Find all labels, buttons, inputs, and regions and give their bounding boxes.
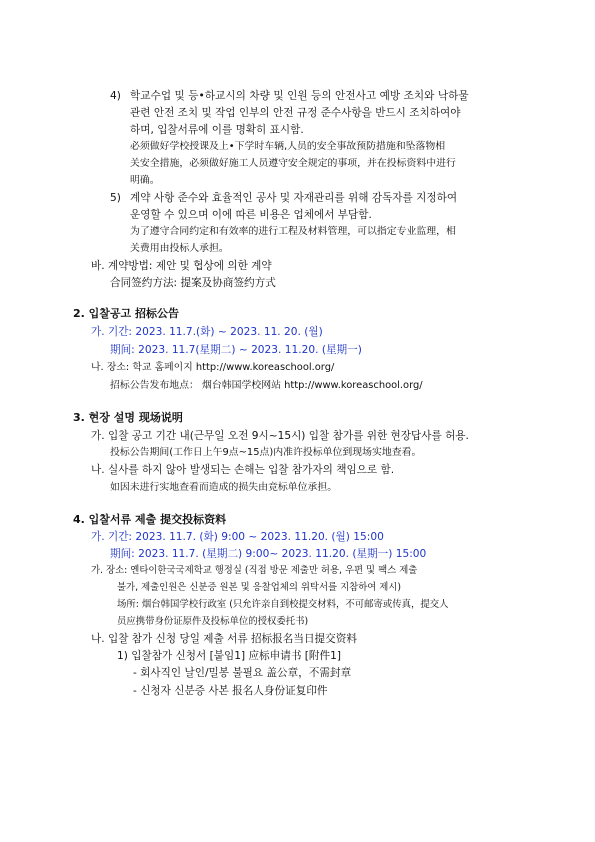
- section-3-item-na: 나. 실사를 하지 않아 발생되는 손해는 입찰 참가자의 책임으로 함.: [91, 464, 395, 476]
- section-4-documents: 나. 입찰 참가 신청 당일 제출 서류 招标报名当日提交资料: [91, 633, 357, 645]
- item-4-line-4: 必须做好学校授课及上•下学时车辆,人员的安全事故预防措施和坠落物相: [130, 141, 446, 152]
- section-3-item-ga-cn: 投标公告期间(工作日上午9点~15点)内准许投标单位到现场实地查看。: [110, 447, 422, 458]
- item-5-line-3: 为了遵守合同约定和有效率的进行工程及材料管理，可以指定专业监理，相: [130, 226, 456, 237]
- section-4-place: 가. 장소: 옌타이한국국제학교 행정실 (직접 방문 제출만 허용, 우편 및 팩스 제출: [91, 565, 418, 576]
- section-2-place-cn: 招标公告发布地点： 烟台韩国学校网站 http://www.koreaschool.org/: [110, 380, 423, 391]
- item-5-line-2: 운영할 수 있으며 이에 따른 비용은 업체에서 부담함.: [130, 209, 372, 221]
- section-4-period-cn: 期间: 2023. 11.7. (星期二) 9:00~ 2023. 11.20. (星期一) 15:00: [110, 548, 427, 560]
- item-5-line-1: 계약 사항 준수와 효율적인 공사 및 자재관리를 위해 감독자를 지정하여: [130, 192, 458, 204]
- section-4-application-form: 1) 입찰참가 신청서 [붙임1] 应标申请书 [附件1]: [117, 650, 341, 662]
- section-2-heading: 2. 입찰공고 招标公告: [73, 307, 179, 320]
- item-5-number: 5): [110, 192, 121, 204]
- section-4-place-cn: 场所: 烟台韩国学校行政室 (只允许亲自到校提交材料，不可邮寄或传真，提交人: [117, 599, 449, 610]
- item-5-line-4: 关费用由投标人承担。: [130, 243, 229, 254]
- section-3-item-ga: 가. 입찰 공고 기간 내(근무일 오전 9시~15시) 입찰 참가를 위한 현장답사를 허용.: [91, 430, 469, 442]
- section-2-period: 가. 기간: 2023. 11.7.(화) ~ 2023. 11. 20. (월): [91, 326, 323, 338]
- contract-method-cn: 合同签约方法: 提案及协商签约方式: [110, 277, 276, 289]
- item-4-line-6: 明确。: [130, 175, 160, 186]
- section-4-seal-note: - 회사직인 날인/밀봉 불필요 盖公章，不需封章: [133, 667, 352, 679]
- section-3-heading: 3. 현장 설명 现场说明: [73, 411, 183, 424]
- item-4-line-3: 하며, 입찰서류에 이를 명확히 표시함.: [130, 124, 304, 136]
- section-4-period: 가. 기간: 2023. 11.7. (화) 9:00 ~ 2023. 11.20. (월) 15:00: [91, 531, 384, 543]
- section-3-item-na-cn: 如因未进行实地查看而造成的损失由竞标单位承担。: [110, 482, 338, 493]
- section-2-place: 나. 장소: 학교 홈페이지 http://www.koreaschool.org/: [91, 362, 335, 373]
- item-4-line-1: 학교수업 및 등•하교시의 차량 및 인원 등의 안전사고 예방 조치와 낙하물: [130, 90, 469, 102]
- item-4-number: 4): [110, 90, 121, 102]
- contract-method: 바. 계약방법: 제안 및 협상에 의한 계약: [91, 260, 272, 272]
- item-4-line-2: 관련 안전 조치 및 작업 인부의 안전 규정 준수사항을 반드시 조치하여야: [130, 107, 461, 119]
- item-4-line-5: 关安全措施，必须做好施工人员遵守安全规定的事项，并在投标资料中进行: [130, 158, 456, 169]
- section-4-id-copy: - 신청자 신분증 사본 报名人身份证复印件: [133, 685, 328, 697]
- section-4-place-cn-line-2: 员应携带身份证原件及投标单位的授权委托书): [117, 616, 309, 627]
- section-2-period-cn: 期间: 2023. 11.7(星期二) ~ 2023. 11.20. (星期一): [110, 344, 362, 356]
- section-4-heading: 4. 입찰서류 제출 提交投标资料: [73, 513, 227, 526]
- section-4-place-line-2: 불가, 제출인원은 신분증 원본 및 응찰업체의 위탁서를 지참하여 제시): [117, 582, 402, 593]
